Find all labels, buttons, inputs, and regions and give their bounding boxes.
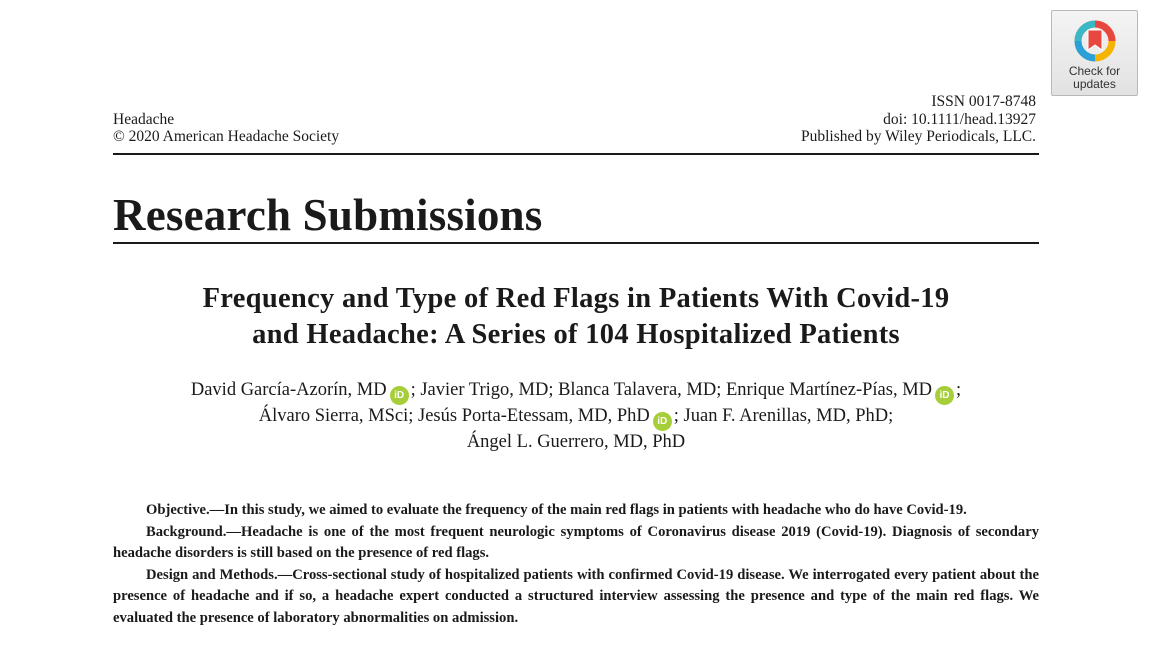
doi-link[interactable]: doi: 10.1111/head.13927 (883, 111, 1036, 128)
title-line-2: and Headache: A Series of 104 Hospitalized Patients (252, 319, 900, 350)
badge-line-2: updates (1073, 77, 1116, 91)
journal-name: Headache (113, 111, 175, 128)
section-divider (113, 242, 1039, 244)
badge-line-1: Check for (1068, 64, 1121, 78)
author-list (113, 379, 1039, 455)
author-text: ; Juan F. Arenillas, MD, PhD; (673, 406, 894, 426)
abstract-background: Background.—Headache is one of the most frequent neurologic symptoms of Coronavirus disease 2019 (Covid-19). Diagnosis of secondary headache disorders is still based on the presence of red flags. (113, 523, 1039, 561)
article-title (113, 281, 1039, 353)
author-text: ; (956, 380, 962, 400)
abstract (113, 500, 1039, 629)
abstract-objective: Objective.—In this study, we aimed to evaluate the frequency of the main red flags in patients with headache who do have Covid-19. (146, 502, 967, 518)
author-line-2 (113, 405, 1039, 431)
orcid-icon[interactable]: iD (390, 386, 409, 405)
author-line-1 (113, 379, 1039, 405)
copyright-line: © 2020 American Headache Society (113, 128, 340, 145)
title-line-1: Frequency and Type of Red Flags in Patients With Covid-19 (202, 283, 950, 314)
abstract-design-methods: Design and Methods.—Cross-sectional study of hospitalized patients with confirmed Covid-19 disease. We interrogated every patient about the presence of headache and if so, a headache expert conducted a structured interview assessing the presence and type of the main red flags. We evaluated the presence of laboratory abnormalities on admission. (113, 566, 1039, 626)
check-for-updates-badge[interactable] (1051, 10, 1138, 96)
header-divider (113, 153, 1039, 155)
section-heading: Research Submissions (113, 190, 543, 240)
publisher-line: Published by Wiley Periodicals, LLC. (800, 128, 1036, 145)
orcid-icon[interactable]: iD (653, 412, 672, 431)
author-text: Ángel L. Guerrero, MD, PhD (466, 432, 686, 452)
author-line-3 (113, 431, 1039, 455)
orcid-icon[interactable]: iD (935, 386, 954, 405)
author-text: David García-Azorín, MD (190, 380, 387, 400)
issn: ISSN 0017-8748 (931, 93, 1036, 110)
crossmark-icon (1073, 19, 1117, 63)
author-text: Álvaro Sierra, MSci; Jesús Porta-Etessam, MD, PhD (258, 406, 650, 426)
author-text: ; Javier Trigo, MD; Blanca Talavera, MD; Enrique Martínez-Pías, MD (410, 380, 932, 400)
badge-text (1052, 65, 1137, 91)
